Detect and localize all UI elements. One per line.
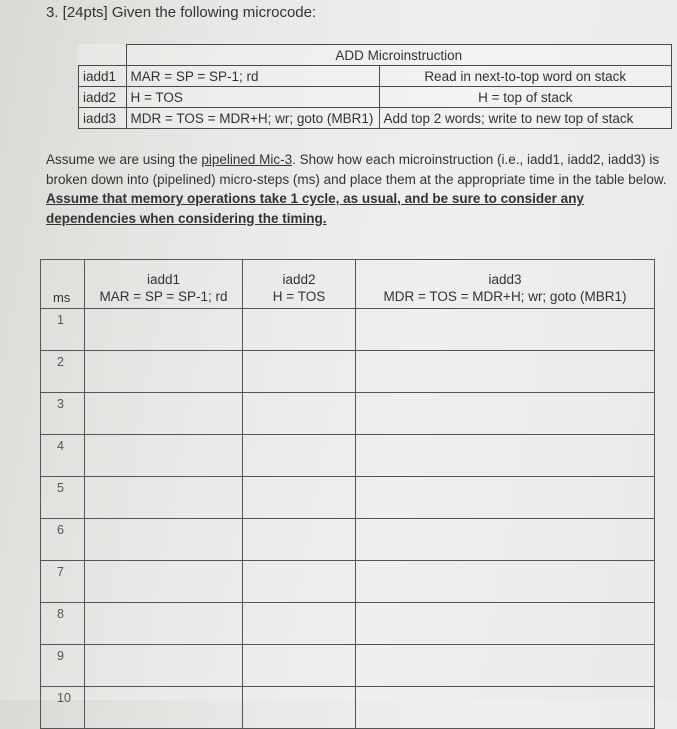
cell-iadd1[interactable]	[85, 309, 243, 351]
cell-iadd1[interactable]	[85, 351, 243, 393]
timing-header-row	[41, 260, 655, 309]
table-row	[41, 477, 655, 519]
table-row	[41, 393, 655, 435]
table-row	[41, 645, 655, 687]
microcode-code: H = TOS	[126, 87, 379, 108]
table-row	[41, 603, 655, 645]
microcode-row	[79, 87, 672, 108]
cell-iadd1[interactable]	[85, 477, 243, 519]
table-row	[41, 435, 655, 477]
microcode-label: iadd2	[79, 87, 127, 108]
cell-iadd2[interactable]	[243, 435, 356, 477]
ms-number: 4	[41, 435, 85, 477]
cell-iadd3[interactable]	[356, 393, 655, 435]
cell-iadd2[interactable]	[243, 477, 356, 519]
timing-table	[40, 259, 655, 729]
cell-iadd3[interactable]	[356, 351, 655, 393]
cell-iadd3[interactable]	[356, 519, 655, 561]
cell-iadd1[interactable]	[85, 519, 243, 561]
cell-iadd3[interactable]	[356, 309, 655, 351]
cell-iadd2[interactable]	[243, 603, 356, 645]
cell-iadd1[interactable]	[85, 645, 243, 687]
cell-iadd3[interactable]	[356, 687, 655, 729]
microcode-comment: H = top of stack	[379, 87, 672, 108]
cell-iadd3[interactable]	[356, 561, 655, 603]
cell-iadd2[interactable]	[243, 561, 356, 603]
microcode-code: MDR = TOS = MDR+H; wr; goto (MBR1)	[126, 108, 379, 129]
cell-iadd2[interactable]	[243, 519, 356, 561]
table-row	[41, 309, 655, 351]
ms-number: 10	[41, 687, 85, 729]
column-header-iadd3: iadd3 MDR = TOS = MDR+H; wr; goto (MBR1)	[356, 260, 655, 309]
ms-number: 2	[41, 351, 85, 393]
microcode-row	[79, 108, 672, 129]
assumption-note: Assume that memory operations take 1 cycle, as usual, and be sure to consider any dependencies when considering the timing.	[46, 191, 584, 226]
cell-iadd2[interactable]	[243, 351, 356, 393]
table-row	[41, 687, 655, 729]
ms-number: 3	[41, 393, 85, 435]
ms-number: 1	[41, 309, 85, 351]
microcode-comment: Read in next-to-top word on stack	[379, 66, 672, 87]
column-header-iadd1: iadd1 MAR = SP = SP-1; rd	[85, 260, 243, 309]
ms-number: 8	[41, 603, 85, 645]
cell-iadd2[interactable]	[243, 645, 356, 687]
ms-header: ms	[41, 260, 85, 309]
microcode-header: ADD Microinstruction	[126, 45, 672, 66]
cell-iadd2[interactable]	[243, 309, 356, 351]
instructions-paragraph: Assume we are using the pipelined Mic-3. Show how each microinstruction (i.e., iadd1, iadd2, iadd3) is broken down into (pipelined) micro-steps (ms) and place them at the appropriate time in the table below. Assume that memory operations take 1 cycle, as usual, and be sure to consider any dependencies when considering the timing.	[46, 152, 667, 226]
table-row	[41, 351, 655, 393]
table-row	[41, 561, 655, 603]
microcode-row	[79, 66, 672, 87]
microcode-label: iadd3	[79, 108, 127, 129]
cell-iadd1[interactable]	[85, 687, 243, 729]
cell-iadd3[interactable]	[356, 435, 655, 477]
column-header-iadd2: iadd2 H = TOS	[243, 260, 356, 309]
ms-number: 7	[41, 561, 85, 603]
ms-number: 5	[41, 477, 85, 519]
microcode-code: MAR = SP = SP-1; rd	[126, 66, 379, 87]
cell-iadd1[interactable]	[85, 561, 243, 603]
cell-iadd3[interactable]	[356, 477, 655, 519]
cell-iadd3[interactable]	[356, 645, 655, 687]
table-row	[41, 519, 655, 561]
ms-number: 6	[41, 519, 85, 561]
ms-number: 9	[41, 645, 85, 687]
microcode-header-row	[79, 45, 672, 66]
microcode-label: iadd1	[79, 66, 127, 87]
cell-iadd2[interactable]	[243, 687, 356, 729]
microcode-comment: Add top 2 words; write to new top of stack	[379, 108, 672, 129]
cell-iadd1[interactable]	[85, 603, 243, 645]
question-title: 3. [24pts] Given the following microcode:	[46, 4, 317, 21]
cell-iadd2[interactable]	[243, 393, 356, 435]
cell-iadd1[interactable]	[85, 435, 243, 477]
cell-iadd3[interactable]	[356, 603, 655, 645]
microcode-table	[78, 44, 672, 129]
cell-iadd1[interactable]	[85, 393, 243, 435]
pipelined-mic3-reference: pipelined Mic-3	[201, 152, 293, 167]
